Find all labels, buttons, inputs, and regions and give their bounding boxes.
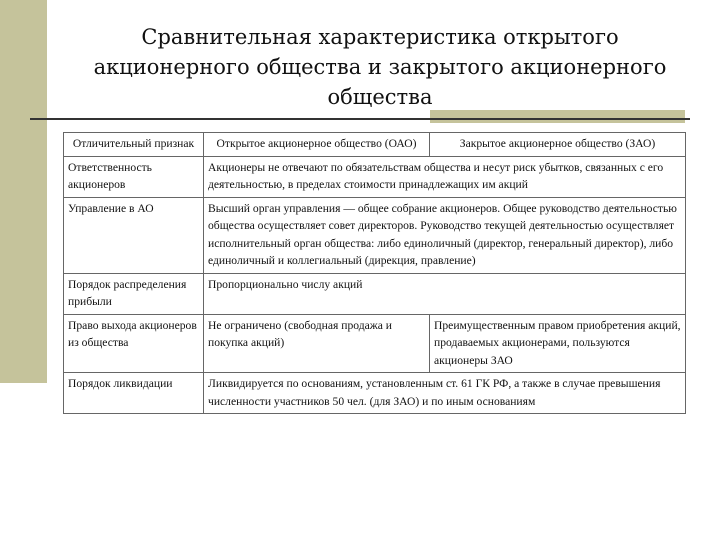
- header-criterion: Отличительный признак: [64, 133, 204, 157]
- page-title: [60, 22, 700, 112]
- row-criterion: Управление в АО: [64, 197, 204, 273]
- table-header-row: [64, 133, 686, 157]
- comparison-table: [63, 132, 686, 414]
- row-criterion: Ответственность акционеров: [64, 156, 204, 197]
- row-common-value: Высший орган управления — общее собрание акционеров. Общее руководство деятельностью общества осуществляет совет директоров. Руководство текущей деятельностью осуществляет исполнительный орган общества: либо единоличный (директор, генеральный директор), либо единоличный и коллегиальный (дирекция, правление): [204, 197, 686, 273]
- decorative-olive-bar: [430, 110, 685, 123]
- row-criterion: Порядок распределения прибыли: [64, 273, 204, 314]
- title-divider: [30, 118, 690, 120]
- title-line-3: общества: [327, 85, 433, 109]
- table-row: [64, 156, 686, 197]
- row-zao-value: Преимущественным правом приобретения акций, продаваемых акционерами, пользуются акционеры ЗАО: [430, 314, 686, 373]
- row-oao-value: Не ограничено (свободная продажа и покупка акций): [204, 314, 430, 373]
- row-criterion: Порядок ликвидации: [64, 373, 204, 414]
- table-row: [64, 314, 686, 373]
- row-common-value: Ликвидируется по основаниям, установленным ст. 61 ГК РФ, а также в случае превышения численности участников 50 чел. (для ЗАО) и по иным основаниям: [204, 373, 686, 414]
- table-row: [64, 197, 686, 273]
- header-zao: Закрытое акционерное общество (ЗАО): [430, 133, 686, 157]
- row-common-value: Пропорционально числу акций: [204, 273, 686, 314]
- table-row: [64, 273, 686, 314]
- table-row: [64, 373, 686, 414]
- header-oao: Открытое акционерное общество (ОАО): [204, 133, 430, 157]
- row-criterion: Право выхода акционеров из общества: [64, 314, 204, 373]
- title-line-2: акционерного общества и закрытого акционерного: [93, 55, 667, 79]
- title-line-1: Сравнительная характеристика открытого: [141, 25, 619, 49]
- decorative-left-bar: [0, 0, 47, 383]
- row-common-value: Акционеры не отвечают по обязательствам общества и несут риск убытков, связанных с его деятельностью, в пределах стоимости принадлежащих им акций: [204, 156, 686, 197]
- comparison-table-container: [63, 132, 685, 414]
